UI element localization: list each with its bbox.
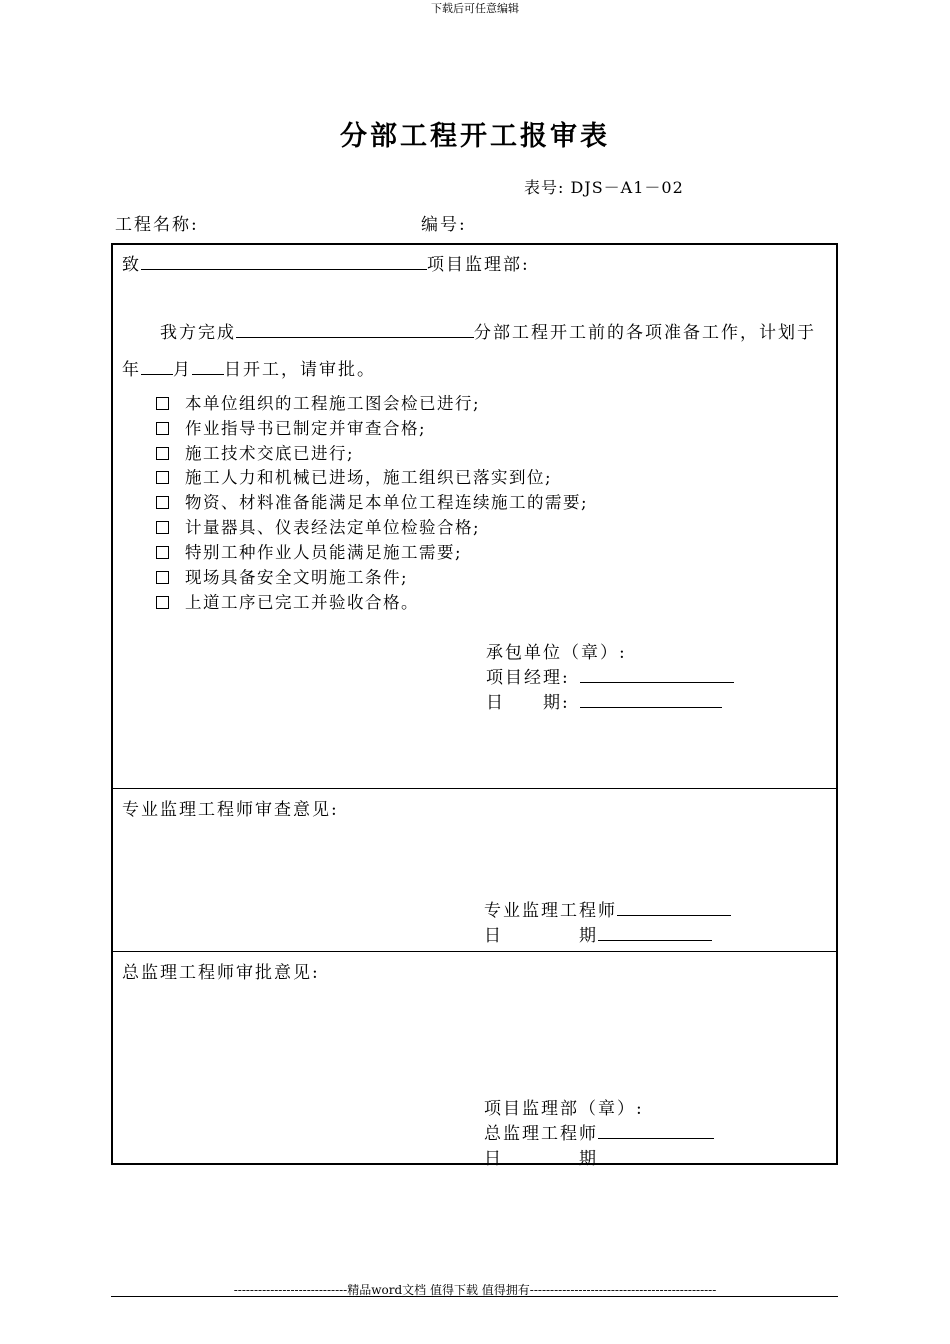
page-title: 分部工程开工报审表 (340, 121, 610, 152)
checklist-item (156, 415, 426, 439)
supervision-dept-blank[interactable] (141, 251, 427, 270)
date-label: 日 期 (484, 1149, 598, 1169)
manager-signature-blank[interactable] (580, 664, 734, 683)
checklist-item (156, 589, 419, 613)
form-frame (111, 243, 838, 1165)
contractor-label: 承包单位（章）: (486, 643, 627, 663)
section-divider-1 (111, 788, 838, 789)
statement-line-2 (122, 355, 376, 380)
to-suffix: 项目监理部: (427, 255, 530, 275)
checklist-item (156, 390, 480, 414)
month-blank[interactable] (192, 356, 224, 375)
checkbox[interactable] (156, 447, 169, 460)
section-divider-2 (111, 951, 838, 952)
date-label: 日 期 (484, 926, 598, 946)
date-label: 日 期: (486, 693, 570, 713)
checklist-item (156, 440, 354, 464)
chief-date-blank[interactable] (598, 1145, 714, 1164)
subproject-blank[interactable] (236, 319, 474, 338)
project-name-label: 工程名称: (115, 215, 199, 235)
contractor-date-blank[interactable] (580, 689, 722, 708)
checklist-item-text: 施工技术交底已进行; (185, 444, 355, 463)
specialist-date-line (484, 921, 712, 946)
header-note: 下载后可任意编辑 (431, 2, 519, 15)
checkbox[interactable] (156, 496, 169, 509)
specialist-signature-blank[interactable] (617, 897, 731, 916)
day-request: 日开工，请审批。 (224, 360, 376, 380)
chief-signature-line (484, 1119, 714, 1144)
checkbox[interactable] (156, 422, 169, 435)
footer-note: ----------------------------精品word文档 值得下载 值得拥有---------------------------------------------- (233, 1283, 717, 1297)
manager-line (486, 663, 734, 688)
checkbox[interactable] (156, 521, 169, 534)
checklist-item (156, 464, 552, 488)
checkbox[interactable] (156, 571, 169, 584)
specialist-label: 专业监理工程师 (484, 901, 617, 921)
chief-label: 总监理工程师 (484, 1124, 598, 1144)
supervision-dept-seal-label: 项目监理部（章）: (484, 1099, 644, 1119)
checklist-item-text: 计量器具、仪表经法定单位检验合格; (185, 518, 481, 537)
addressee-line (122, 250, 530, 275)
checklist-item-text: 现场具备安全文明施工条件; (185, 568, 409, 587)
contractor-date-line (486, 688, 722, 713)
checklist-item-text: 作业指导书已制定并审查合格; (185, 419, 427, 438)
manager-label: 项目经理: (486, 668, 570, 688)
serial-label: 编号: (421, 215, 467, 235)
year-label: 年 (122, 360, 141, 380)
checkbox[interactable] (156, 397, 169, 410)
year-blank[interactable] (141, 356, 173, 375)
chief-date-line (484, 1144, 714, 1169)
specialist-signature-line (484, 896, 731, 921)
checklist-item (156, 564, 408, 588)
checklist-item-text: 特别工种作业人员能满足施工需要; (185, 543, 463, 562)
chief-approval-heading: 总监理工程师审批意见: (122, 963, 320, 983)
to-prefix: 致 (122, 255, 141, 275)
footer-rule (111, 1296, 838, 1297)
body-start: 我方完成 (160, 323, 236, 343)
checklist-item (156, 514, 480, 538)
body-mid: 分部工程开工前的各项准备工作，计划于 (474, 323, 816, 343)
specialist-review-heading: 专业监理工程师审查意见: (122, 800, 339, 820)
statement-line-1 (160, 318, 816, 343)
checklist-item-text: 本单位组织的工程施工图会检已进行; (185, 394, 481, 413)
month-label: 月 (173, 360, 192, 380)
checklist-item-text: 上道工序已完工并验收合格。 (185, 593, 419, 612)
checklist-item-text: 施工人力和机械已进场，施工组织已落实到位; (185, 468, 553, 487)
checkbox[interactable] (156, 596, 169, 609)
checkbox[interactable] (156, 546, 169, 559)
form-number: 表号: DJS－A1－02 (524, 178, 684, 197)
checkbox[interactable] (156, 471, 169, 484)
specialist-date-blank[interactable] (598, 922, 712, 941)
checklist-item (156, 539, 462, 563)
chief-signature-blank[interactable] (598, 1120, 714, 1139)
checklist-item (156, 489, 588, 513)
checklist-item-text: 物资、材料准备能满足本单位工程连续施工的需要; (185, 493, 589, 512)
